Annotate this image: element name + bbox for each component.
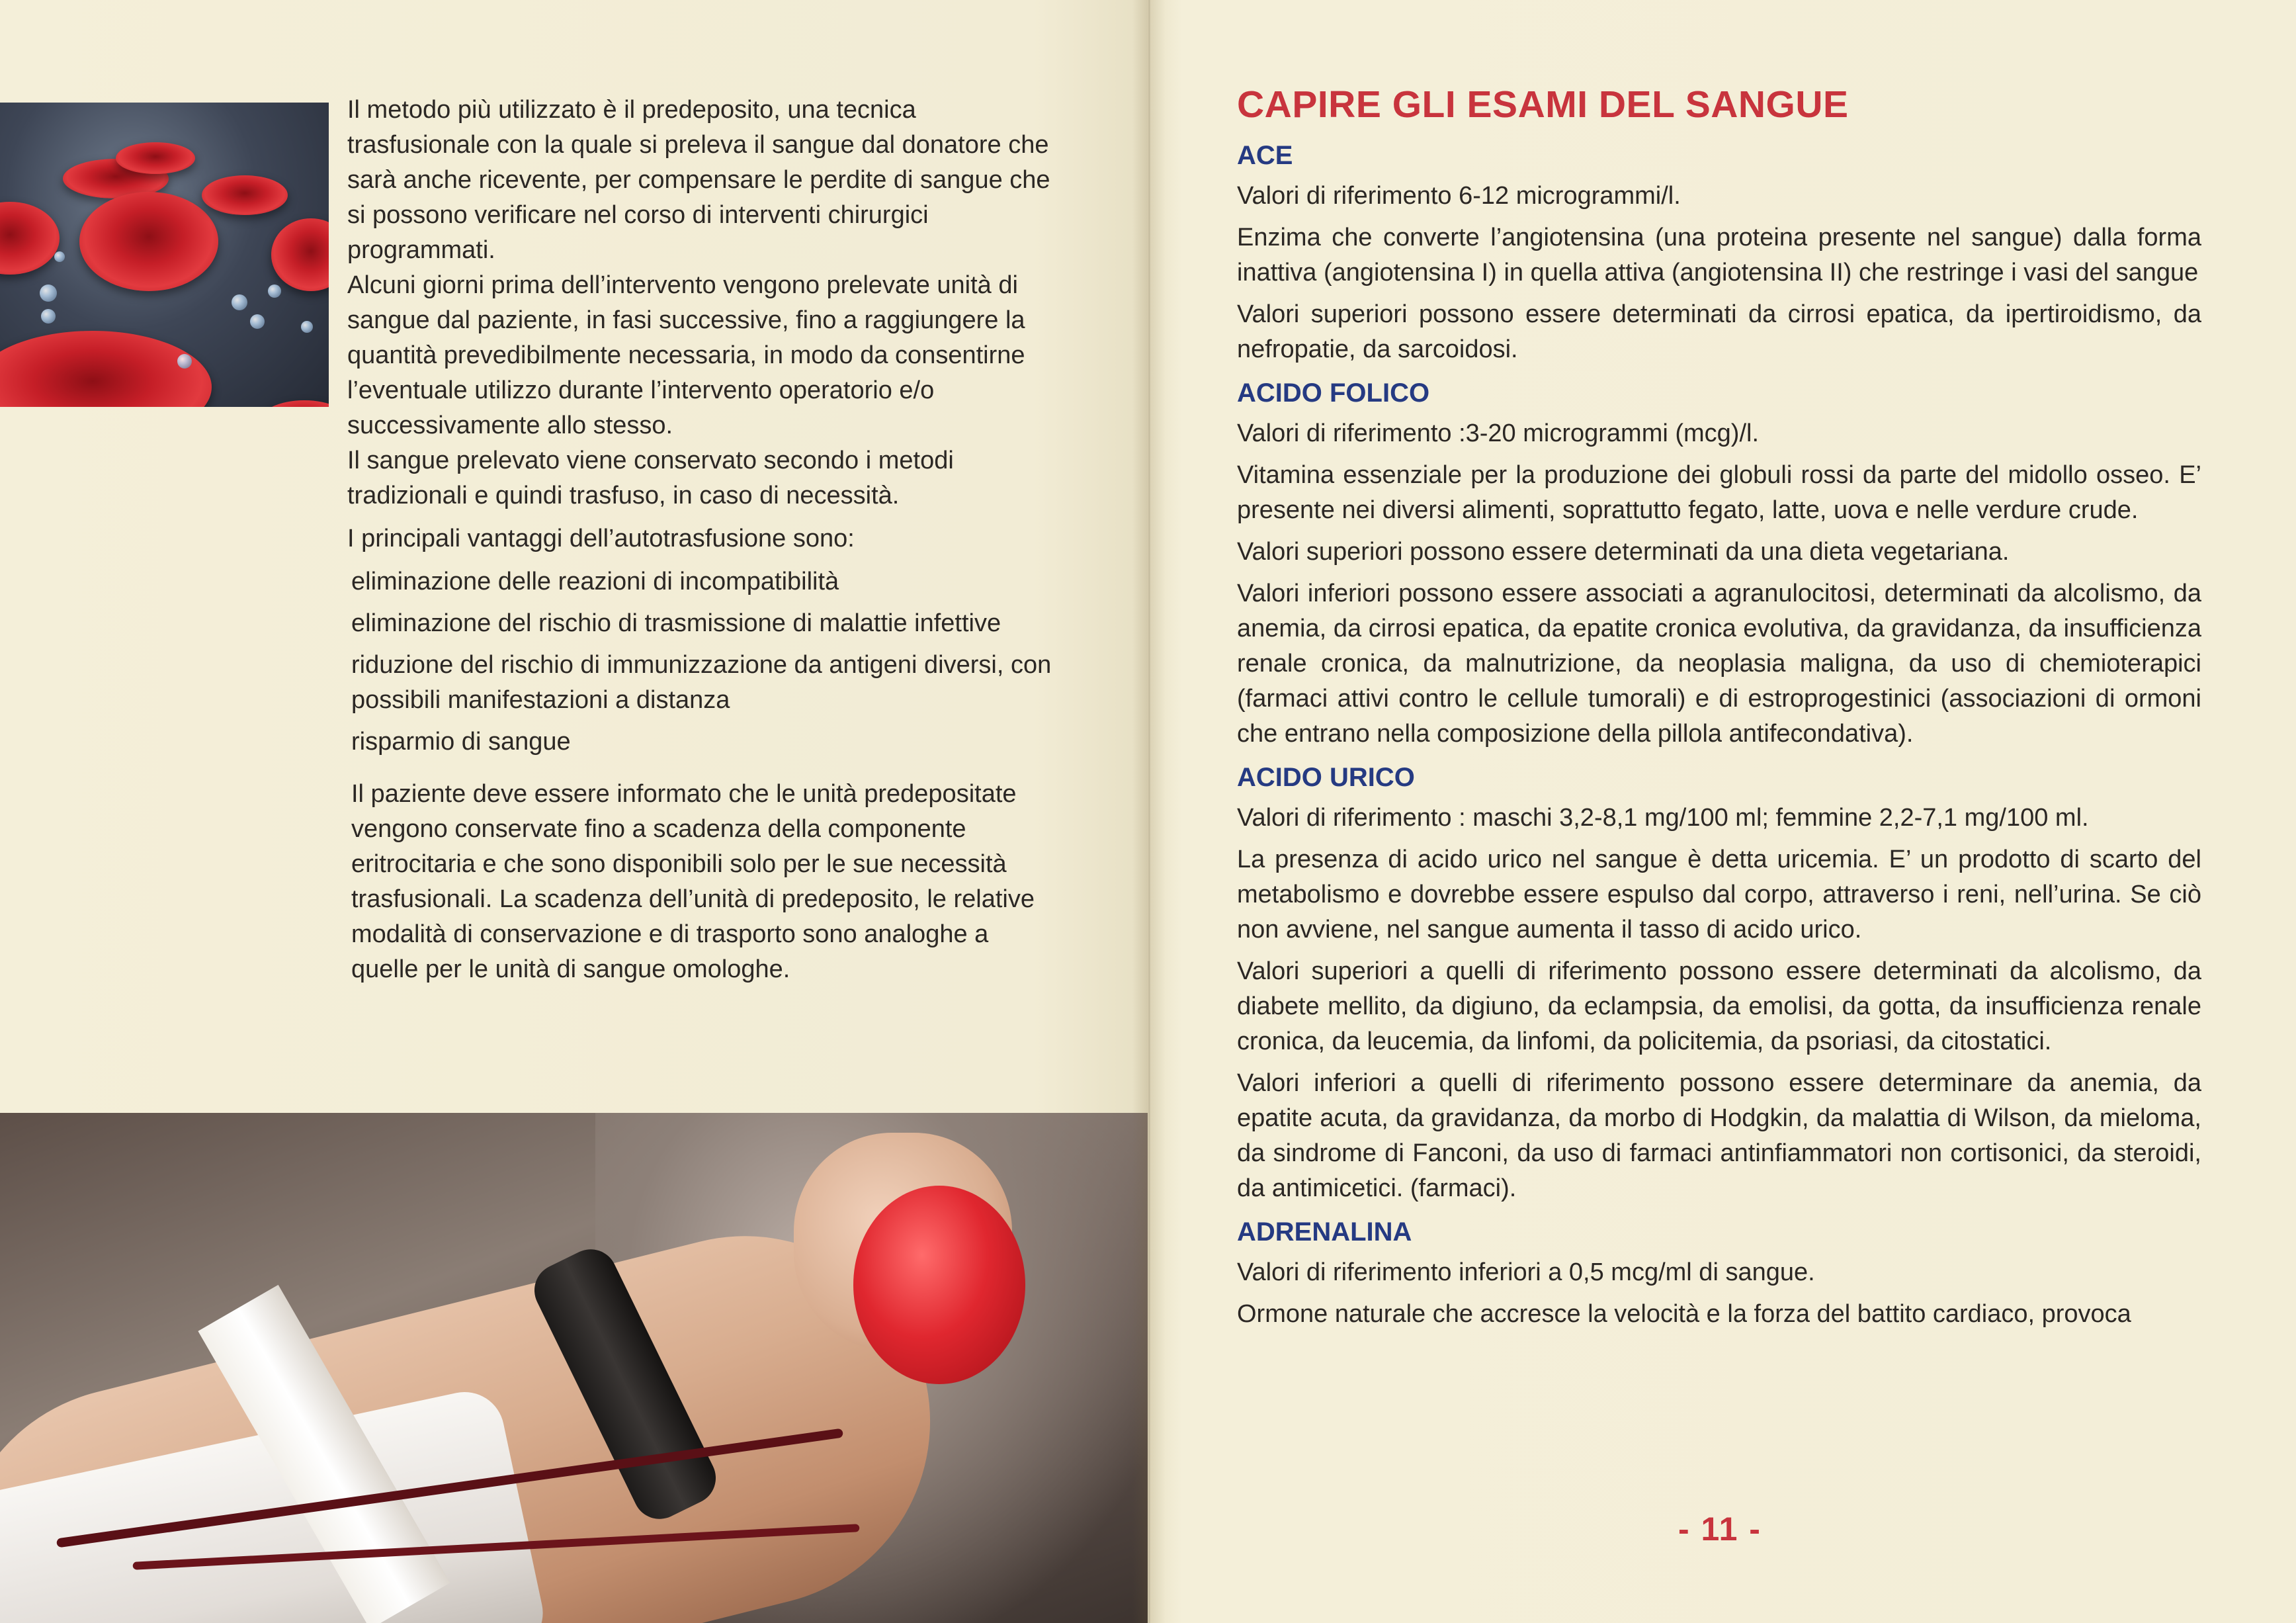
section-heading-acido-folico: ACIDO FOLICO bbox=[1237, 378, 1430, 408]
acido-folico-reference-values: Valori di riferimento :3-20 microgrammi (mcg)/l. bbox=[1237, 419, 1760, 447]
book-gutter bbox=[1132, 0, 1166, 1623]
advantage-item: riduzione del rischio di immunizzazione da antigeni diversi, con possibili manifestazioni a distanza bbox=[351, 651, 1052, 714]
advantage-item: eliminazione delle reazioni di incompatibilità bbox=[351, 568, 839, 595]
ace-higher-values: Valori superiori possono essere determinati da cirrosi epatica, da ipertiroidismo, da nefropatie, da sarcoidosi. bbox=[1237, 300, 2201, 363]
acido-urico-lower-values: Valori inferiori a quelli di riferimento possono essere determinare da anemia, da epatite acuta, da gravidanza, da morbo di Hodgkin, da malattia di Wilson, da mieloma, da sindrome di Fanconi, da uso di farmaci antinfiammatori non cortisonici, da steroidi, da antimicetici. (farmaci). bbox=[1237, 1069, 2201, 1202]
section-heading-acido-urico: ACIDO URICO bbox=[1237, 763, 1415, 792]
ace-reference-values: Valori di riferimento 6-12 microgrammi/l. bbox=[1237, 182, 1681, 210]
adrenalina-reference-values: Valori di riferimento inferiori a 0,5 mcg/ml di sangue. bbox=[1237, 1258, 1815, 1286]
ace-description: Enzima che converte l’angiotensina (una proteina presente nel sangue) dalla forma inattiva (angiotensina I) in quella attiva (angiotensina II) che restringe i vasi del sangue bbox=[1237, 224, 2201, 286]
acido-urico-reference-values: Valori di riferimento : maschi 3,2-8,1 mg/100 ml; femmine 2,2-7,1 mg/100 ml. bbox=[1237, 804, 2089, 832]
advantage-item: eliminazione del rischio di trasmissione di malattie infettive bbox=[351, 609, 1001, 637]
patient-info-paragraph: Il paziente deve essere informato che le unità predepositate vengono conservate fino a scadenza della componente eritrocitaria e che sono disponibili solo per le sue necessità trasfusionali. La scadenza dell’unità di predeposito, le relative modalità di conservazione e di trasporto sono analoghe a quelle per le unità di sangue omologhe. bbox=[351, 780, 1035, 983]
red-blood-cells-image bbox=[0, 103, 329, 407]
acido-urico-higher-values: Valori superiori a quelli di riferimento possono essere determinati da alcolismo, da diabete mellito, da digiuno, da eclampsia, da emolisi, da gotta, da insufficienza renale cronica, da leucemia, da linfomi, da policitemia, da psoriasi, da citostatici. bbox=[1237, 957, 2201, 1055]
advantage-item: risparmio di sangue bbox=[351, 728, 571, 756]
advantages-intro: I principali vantaggi dell’autotrasfusione sono: bbox=[347, 525, 855, 552]
page-title: CAPIRE GLI ESAMI DEL SANGUE bbox=[1237, 83, 1849, 126]
page-number: - 11 - bbox=[1678, 1511, 1762, 1548]
left-page-text bbox=[347, 93, 1058, 995]
right-page-text bbox=[1236, 78, 2201, 1338]
blood-donation-photo bbox=[0, 1113, 1148, 1623]
adrenalina-description: Ormone naturale che accresce la velocità e la forza del battito cardiaco, provoca bbox=[1237, 1300, 2131, 1328]
acido-urico-description: La presenza di acido urico nel sangue è detta uricemia. E’ un prodotto di scarto del metabolismo e dovrebbe essere espulso dal corpo, attraverso i reni, nell’urina. Se ciò non avviene, nel sangue aumenta il tasso di acido urico. bbox=[1237, 846, 2201, 943]
acido-folico-higher-values: Valori superiori possono essere determinati da una dieta vegetariana. bbox=[1237, 538, 2010, 566]
acido-folico-lower-values: Valori inferiori possono essere associati a agranulocitosi, determinati da alcolismo, da anemia, da cirrosi epatica, da epatite cronica evolutiva, da gravidanza, da insufficienza renale cronica, da malnutrizione, da neoplasia maligna, da uso di chemioterapici (farmaci attivi contro le cellule tumorali) e di estroprogestinici (associazioni di ormoni che entrano nella composizione della pillola antifecondativa). bbox=[1237, 580, 2201, 748]
acido-folico-description: Vitamina essenziale per la produzione dei globuli rossi da parte del midollo osseo. E’ presente nei diversi alimenti, soprattutto fegato, latte, uova e nelle verdure crude. bbox=[1237, 461, 2201, 524]
storage-paragraph: Il sangue prelevato viene conservato secondo i metodi tradizionali e quindi trasfuso, in caso di necessità. bbox=[347, 447, 954, 509]
section-heading-ace: ACE bbox=[1237, 141, 1293, 170]
procedure-paragraph: Alcuni giorni prima dell’intervento vengono prelevate unità di sangue dal paziente, in fasi successive, fino a raggiungere la quantità prevedibilmente necessaria, in modo da consentirne l’eventuale utilizzo durante l’intervento operatorio e/o successivamente allo stesso. bbox=[347, 271, 1025, 439]
section-heading-adrenalina: ADRENALINA bbox=[1237, 1217, 1412, 1247]
predeposit-paragraph: Il metodo più utilizzato è il predeposito, una tecnica trasfusionale con la quale si preleva il sangue dal donatore che sarà anche ricevente, per compensare le perdite di sangue che si possono verificare nel corso di interventi chirurgici programmati. bbox=[347, 96, 1050, 264]
